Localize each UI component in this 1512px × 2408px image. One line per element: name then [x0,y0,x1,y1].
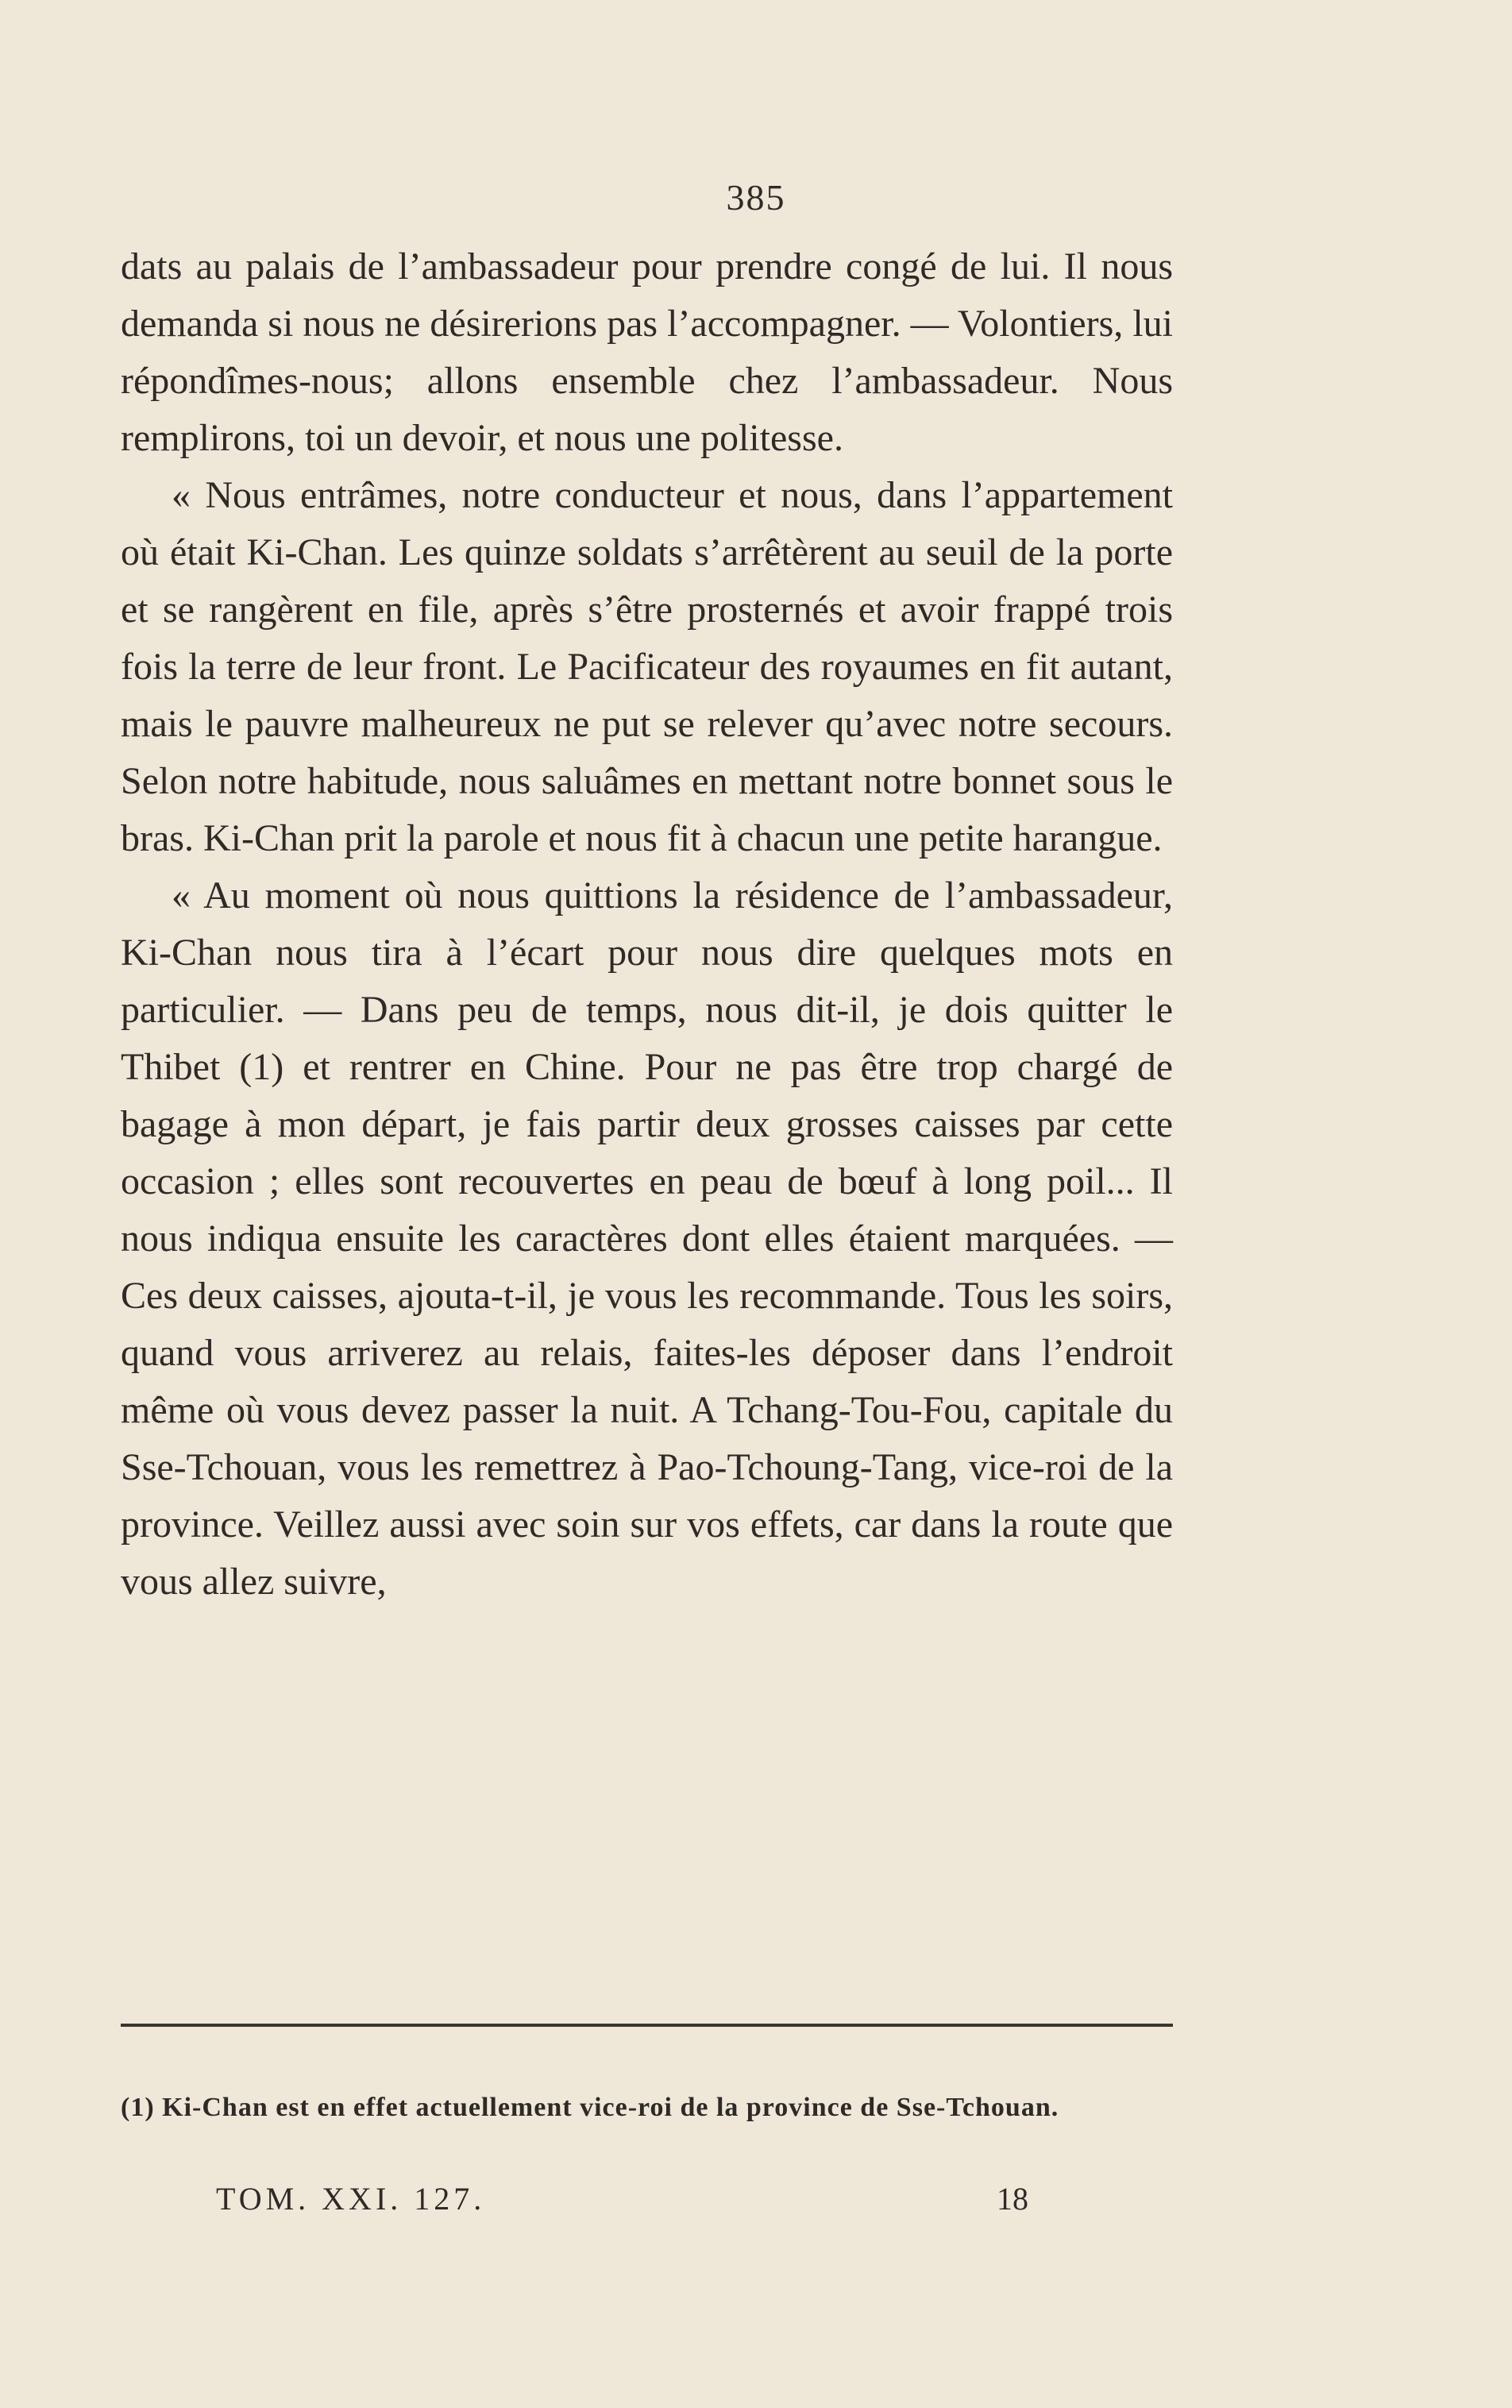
body-text [121,238,1173,1611]
signature-mark: TOM. XXI. 127. [216,2181,486,2217]
paragraph-3: « Au moment où nous quittions la résidence de l’ambassadeur, Ki-Chan nous tira à l’écart pour nous dire quelques mots en particulier. — Dans peu de temps, nous dit-il, je dois quitter le Thibet (1) et rentrer en Chine. Pour ne pas être trop chargé de bagage à mon départ, je fais partir deux grosses caisses par cette occasion ; elles sont recouvertes en peau de bœuf à long poil... Il nous indiqua ensuite les caractères dont elles étaient marquées. — Ces deux caisses, ajouta-t-il, je vous les recommande. Tous les soirs, quand vous arriverez au relais, faites-les déposer dans l’endroit même où vous devez passer la nuit. A Tchang-Tou-Fou, capitale du Sse-Tchouan, vous les remettrez à Pao-Tchoung-Tang, vice-roi de la province. Veillez aussi avec soin sur vos effets, car dans la route que vous allez suivre, [121,874,1173,1603]
footnote-divider [121,2024,1173,2027]
paragraph-2: « Nous entrâmes, notre conducteur et nous, dans l’appartement où était Ki-Chan. Les quinze soldats s’arrêtèrent au seuil de la porte et se rangèrent en file, après s’être prosternés et avoir frappé trois fois la terre de leur front. Le Pacificateur des royaumes en fit autant, mais le pauvre malheureux ne put se relever qu’avec notre secours. Selon notre habitude, nous saluâmes en mettant notre bonnet sous le bras. Ki-Chan prit la parole et nous fit à chacun une petite harangue. [121,474,1173,859]
footnote: (1) Ki-Chan est en effet actuellement vice-roi de la province de Sse-Tchouan. [121,2093,1059,2122]
paragraph-1: dats au palais de l’ambassadeur pour prendre congé de lui. Il nous demanda si nous ne désirerions pas l’accompagner. — Volontiers, lui répondîmes-nous; allons ensemble chez l’ambassadeur. Nous remplirons, toi un devoir, et nous une politesse. [121,245,1173,459]
sheet-number: 18 [997,2181,1028,2217]
page-number: 385 [726,177,786,218]
